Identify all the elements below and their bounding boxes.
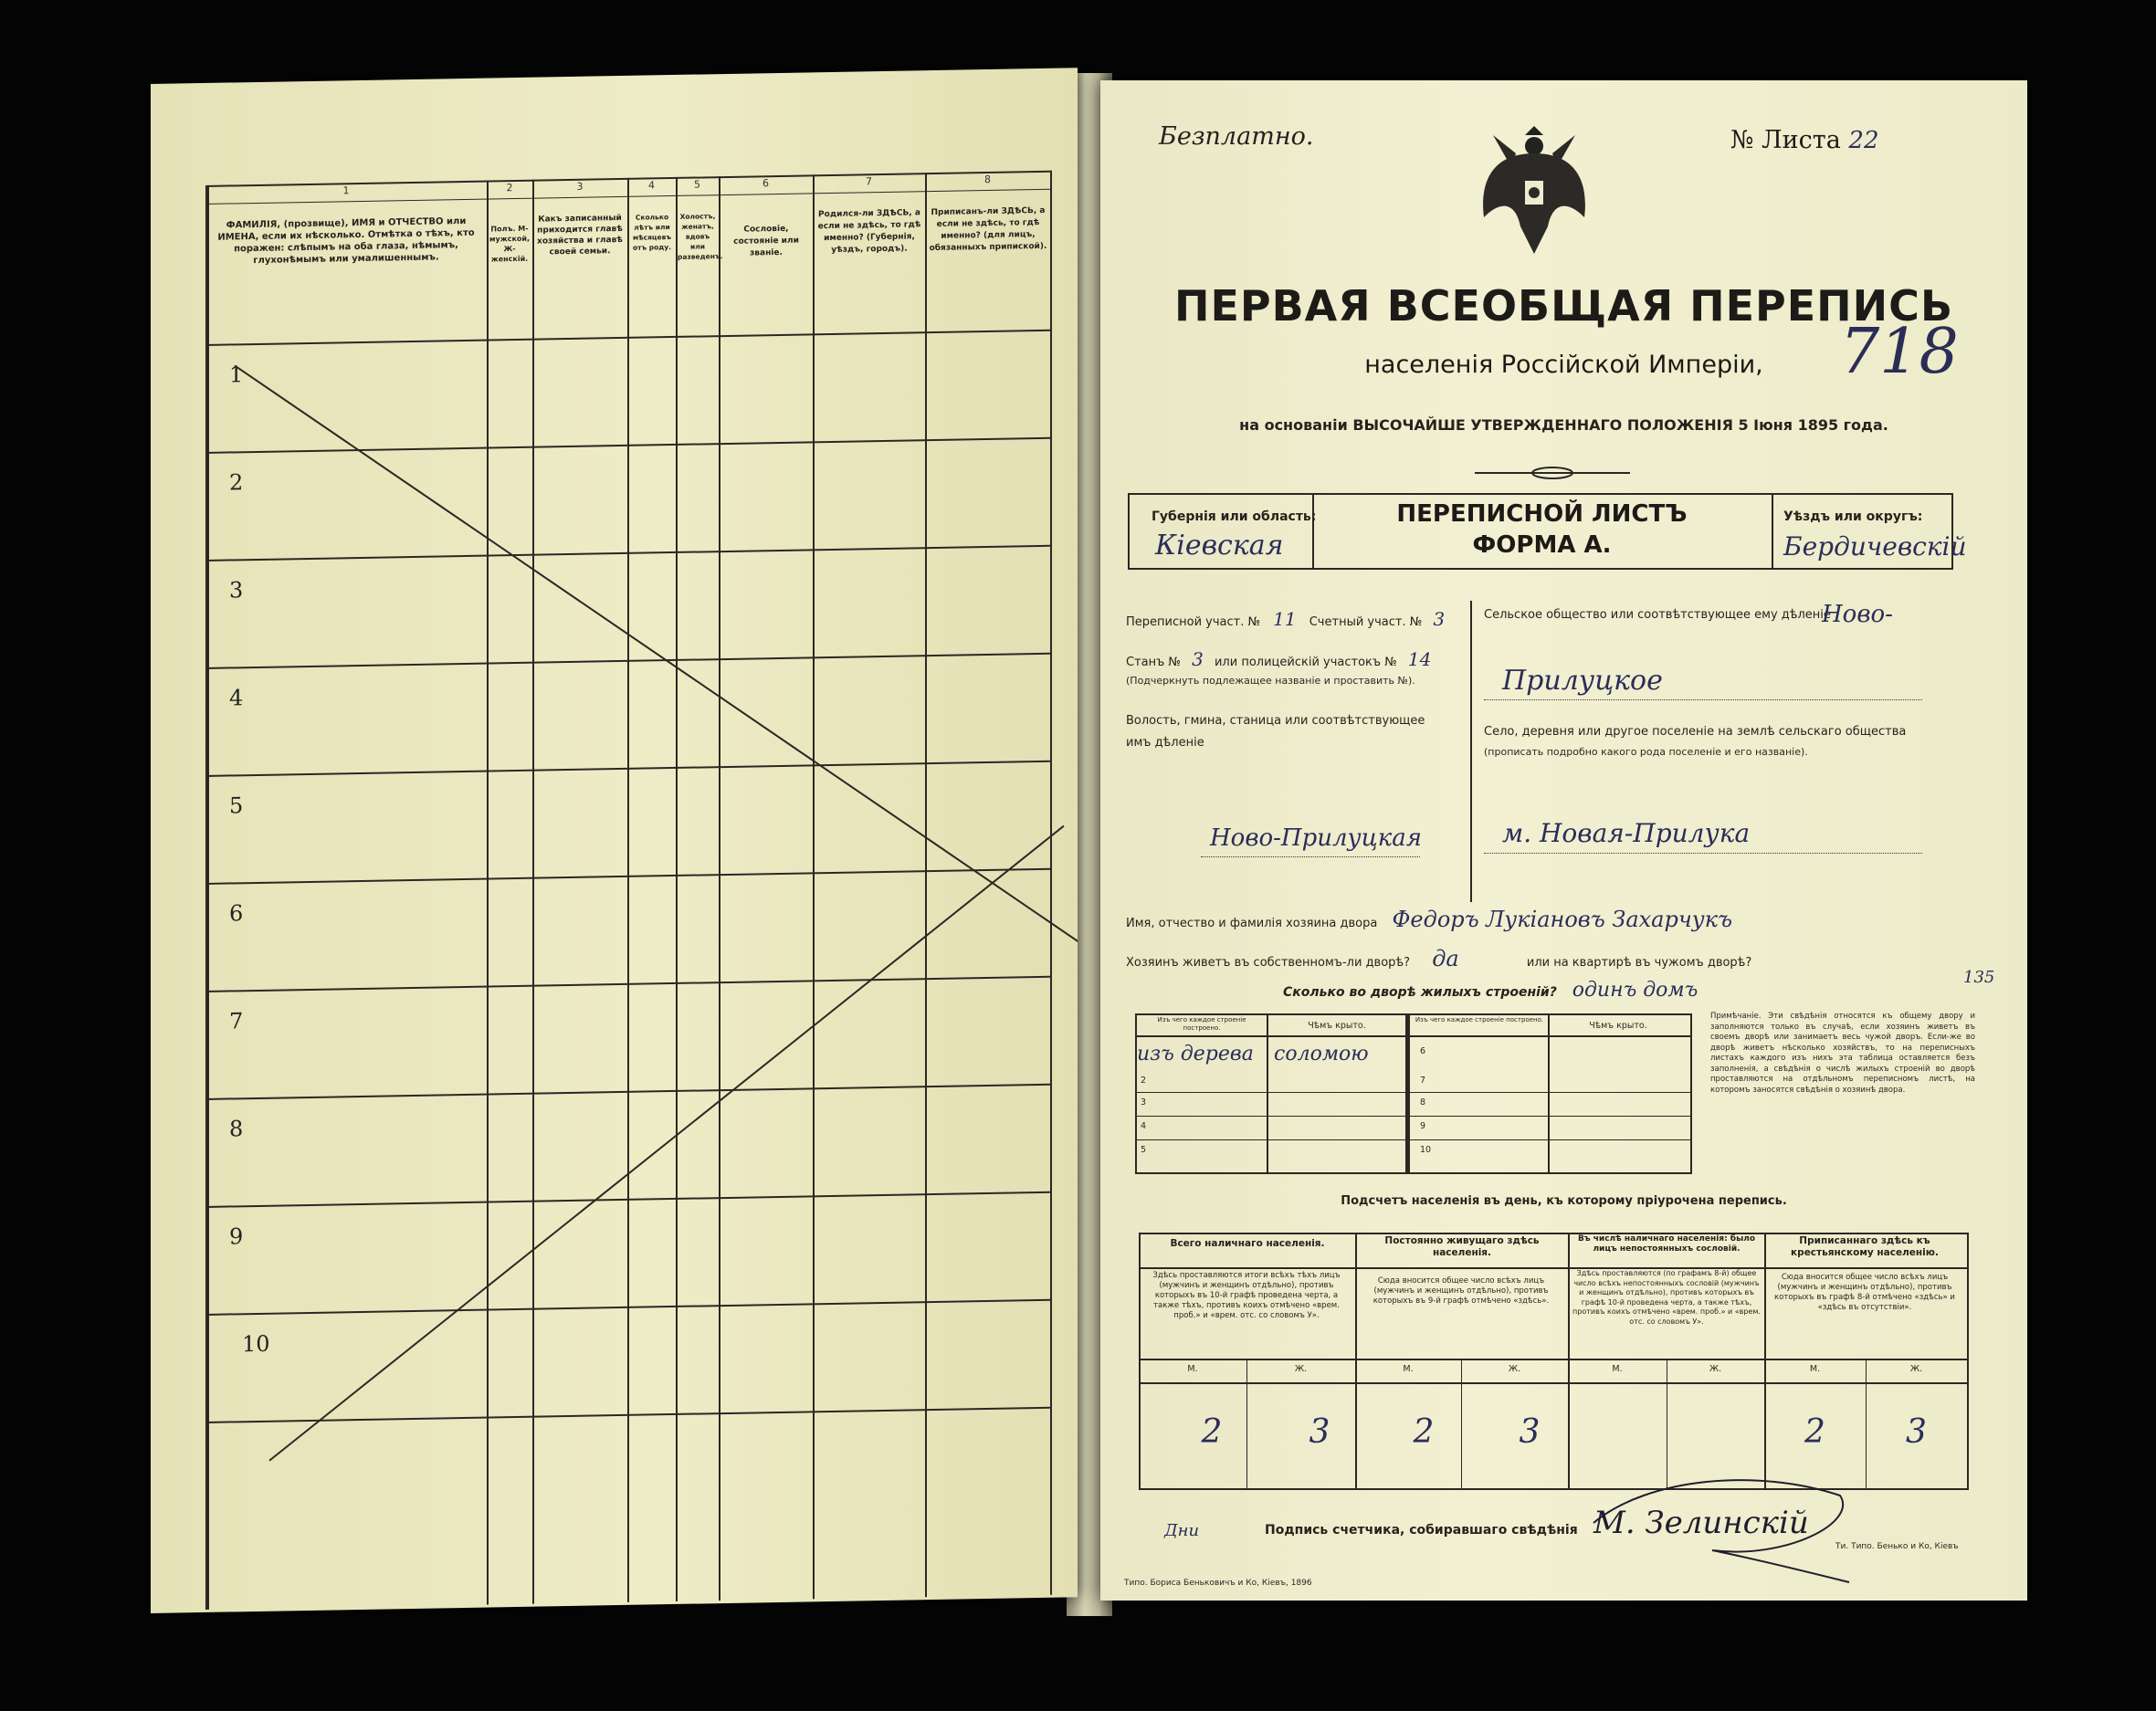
count-value: 2: [1201, 1413, 1223, 1451]
count-value: 3: [1309, 1413, 1330, 1451]
society-value-2: Прилуцкое: [1502, 665, 1663, 697]
printer-right: Ти. Типо. Бенько и Ко, Кіевъ: [1835, 1542, 1959, 1551]
right-page-census-form: [1100, 80, 2027, 1601]
column-header-estate: Сословіе, состояніе или званіе.: [733, 224, 799, 258]
village-value: м. Новая-Прилука: [1502, 818, 1751, 848]
owner-field: Имя, отчество и фамилія хозяина двора Федоръ Лукіановъ Захарчукъ: [1126, 907, 1733, 932]
row-number: 7: [229, 1008, 244, 1034]
bld-head-roof: Чѣмъ крыто.: [1308, 1021, 1366, 1031]
imperial-eagle-emblem: [1475, 117, 1593, 263]
free-note: Безплатно.: [1159, 122, 1314, 151]
bld-row-num: 2: [1141, 1076, 1147, 1086]
row-number: 10: [242, 1330, 270, 1358]
count-header: Приписаннаго здѣсь къ крестьянскому населенію.: [1791, 1235, 1939, 1258]
female-label: Ж.: [1508, 1364, 1521, 1374]
column-header-marital: Холостъ, женатъ, вдовъ или разведенъ.: [678, 212, 723, 261]
uezd-label: Уѣздъ или округъ:: [1783, 509, 1923, 524]
society-value-1: Ново-: [1822, 601, 1893, 628]
row-number: 4: [229, 685, 244, 711]
volost-label: Волость, гмина, станица или соотвѣтствующее имъ дѣленіе: [1126, 714, 1425, 750]
row-number: 5: [229, 793, 244, 819]
form-basis: на основаніи ВЫСОЧАЙШЕ УТВЕРЖДЕННАГО ПОЛОЖЕНІЯ 5 Іюня 1895 года.: [1239, 416, 1888, 434]
column-number: 2: [506, 182, 513, 194]
count-desc: Здѣсь проставляются итоги всѣхъ тѣхъ лицъ (мужчинъ и женщинъ отдѣльно), противъ которыхъ въ 10-й графѣ проведена черта, а также тѣхъ, противъ коихъ отмѣчено «врем. проб.» и «врем. отс. со словомъ У».: [1152, 1271, 1341, 1320]
count-desc: Сюда вносится общее число всѣхъ лицъ (мужчинъ и женщинъ отдѣльно), противъ которыхъ въ графѣ 8-й отмѣчено «здѣсь» и «здѣсь въ отсутствіи».: [1774, 1273, 1955, 1312]
column-number: 6: [762, 177, 769, 190]
female-label: Ж.: [1294, 1364, 1308, 1374]
count-value: 3: [1906, 1413, 1927, 1451]
male-label: М.: [1187, 1364, 1198, 1374]
sheet-number-label: № Листа: [1730, 126, 1841, 154]
bld-row-num: 4: [1141, 1121, 1147, 1131]
count-value: 2: [1413, 1413, 1435, 1451]
bld-head-material: Изъ чего каждое строеніе построено.: [1415, 1016, 1544, 1023]
sheet-number: [1730, 126, 1879, 154]
left-mark: Дни: [1164, 1521, 1200, 1540]
buildings-table: [1135, 1013, 1692, 1174]
column-number: 4: [648, 179, 655, 192]
guberniya-label: Губернія или область:: [1152, 509, 1317, 524]
signature-value: М. Зелинскій: [1593, 1505, 1809, 1541]
society-label: Сельское общество или соотвѣтствующее ему дѣленіе: [1484, 608, 1831, 622]
printer-left: Типо. Бориса Беньковичъ и Ко, Кіевъ, 1896: [1124, 1579, 1312, 1588]
bld-row-num: 8: [1420, 1097, 1426, 1107]
ornament-divider: [1475, 464, 1630, 482]
bld-head-material: Изъ чего каждое строеніе построено.: [1157, 1016, 1246, 1032]
left-page-census-table: [151, 68, 1078, 1613]
column-number: 3: [576, 180, 584, 193]
margin-mark: 135: [1963, 968, 1995, 987]
bld-row-num: 10: [1420, 1145, 1432, 1155]
count-value: 2: [1804, 1413, 1825, 1451]
village-note: (прописать подробно какого рода поселеніе и его названіе).: [1484, 746, 1808, 758]
buildings-note: Примѣчаніе. Эти свѣдѣнія относятся къ общему двору и заполняются только въ случаѣ, если хозяинъ живетъ въ своемъ дворѣ или занимаетъ весь чужой дворъ. Если-же во дворѣ живетъ нѣсколько хозяйствъ, то на переписныхъ листахъ каждого изъ нихъ эта таблица оставляется безъ заполненія, а свѣдѣнія о числѣ жилыхъ строеній во дворѣ проставляются на отдѣльномъ переписномъ листѣ, на которомъ заносятся свѣдѣнія о хозяинѣ двора.: [1710, 1012, 1975, 1095]
count-value: 3: [1519, 1413, 1541, 1451]
female-label: Ж.: [1709, 1364, 1722, 1374]
bld-row-num: 6: [1420, 1046, 1426, 1056]
count-header: Всего наличнаго населенія.: [1170, 1238, 1325, 1249]
archive-number: 718: [1840, 316, 1959, 388]
male-label: М.: [1403, 1364, 1414, 1374]
column-number: 5: [694, 178, 700, 191]
column-header-registered: Приписанъ-ли ЗДѢСЬ, а если не здѣсь, то гдѣ именно? (для лицъ, обязанныхъ припиской).: [929, 205, 1047, 254]
bld-row-num: 3: [1141, 1097, 1147, 1107]
column-header-age: Сколько лѣтъ или мѣсяцевъ отъ роду.: [632, 213, 672, 252]
row-number: 9: [229, 1223, 244, 1250]
bld-head-roof: Чѣмъ крыто.: [1589, 1021, 1647, 1031]
count-header: Постоянно живущаго здѣсь населенія.: [1384, 1235, 1540, 1258]
column-header-name: ФАМИЛІЯ, (прозвище), ИМЯ и ОТЧЕСТВО или ИМЕНА, если их нѣсколько. Отмѣтка о тѣхъ, кто поражен: слѣпымъ на оба глаза, нѣмымъ, глухонѣмымъ или умалишеннымъ.: [217, 215, 475, 267]
owner-house-field: Хозяинъ живетъ въ собственномъ-ли дворѣ? да или на квартирѣ въ чужомъ дворѣ?: [1126, 946, 1752, 971]
column-number: 8: [984, 173, 991, 186]
form-type-sub: ФОРМА А.: [1472, 531, 1612, 559]
bld-row-num: 9: [1420, 1121, 1426, 1131]
count-header: Въ числѣ наличнаго населенія: было лицъ непостоянныхъ сословій.: [1577, 1234, 1756, 1254]
cross-out-lines: [151, 68, 1078, 1613]
village-label: Село, деревня или другое поселеніе на землѣ сельскаго общества: [1484, 725, 1907, 739]
signature-label: Подпись счетчика, собиравшаго свѣдѣнія: [1265, 1523, 1578, 1538]
stan-field: Станъ № 3 или полицейскій участокъ № 14: [1126, 648, 1432, 670]
bld-row-num: 5: [1141, 1145, 1147, 1155]
form-title: ПЕРВАЯ ВСЕОБЩАЯ ПЕРЕПИСЬ: [1173, 281, 1954, 331]
form-subtitle: населенія Россійской Имперіи,: [1364, 351, 1763, 379]
uezd-value: Бердичевскій: [1783, 531, 1967, 562]
column-header-birthplace: Родился-ли ЗДѢСЬ, а если не здѣсь, то гдѣ именно? (Губернія, уѣздъ, городъ).: [817, 208, 921, 255]
underline-note: (Подчеркнуть подлежащее названіе и проставить №).: [1126, 675, 1415, 687]
volost-value: Ново-Прилуцкая: [1210, 824, 1422, 852]
sheet-number-value: 22: [1848, 127, 1879, 154]
count-title: Подсчетъ населенія въ день, къ которому пріурочена перепись.: [1341, 1194, 1787, 1208]
column-header-sex: Полъ. М-мужской, Ж-женскій.: [489, 224, 531, 264]
uchastok-field: Переписной участ. № 11 Счетный участ. № 3: [1126, 608, 1446, 630]
form-type-title: ПЕРЕПИСНОЙ ЛИСТЪ: [1396, 500, 1688, 528]
male-label: М.: [1612, 1364, 1623, 1374]
bld-roof-value: соломою: [1274, 1043, 1369, 1065]
row-number: 1: [229, 362, 244, 388]
bld-material-value: изъ дерева: [1137, 1043, 1254, 1065]
signature-flourish: [1575, 1459, 1858, 1587]
row-number: 2: [229, 469, 244, 496]
female-label: Ж.: [1909, 1364, 1923, 1374]
column-number: 7: [866, 175, 872, 188]
column-header-relation: Какъ записанный приходится главѣ хозяйства и главѣ своей семьи.: [537, 213, 623, 257]
guberniya-value: Кіевская: [1155, 530, 1284, 562]
male-label: М.: [1809, 1364, 1821, 1374]
row-number: 6: [229, 900, 244, 927]
row-number: 8: [229, 1116, 244, 1142]
bld-row-num: 7: [1420, 1076, 1426, 1086]
column-number: 1: [342, 184, 350, 197]
buildings-field: Сколько во дворѣ жилыхъ строеній? одинъ домъ: [1283, 979, 1699, 1002]
row-number: 3: [229, 577, 244, 604]
count-desc: Сюда вносится общее число всѣхъ лицъ (мужчинъ и женщинъ отдѣльно), противъ которыхъ въ 9-й графѣ отмѣчено «здѣсь».: [1372, 1276, 1550, 1306]
count-desc: Здѣсь проставляются (по графамъ 8-й) общее число всѣхъ непостоянныхъ сословій (мужчинъ и женщинъ отдѣльно), противъ которыхъ въ графѣ 10-й проведена черта, а также тѣхъ, противъ коихъ отмѣчено «врем. проб.» и «врем. отс. со словомъ У».: [1572, 1269, 1761, 1326]
